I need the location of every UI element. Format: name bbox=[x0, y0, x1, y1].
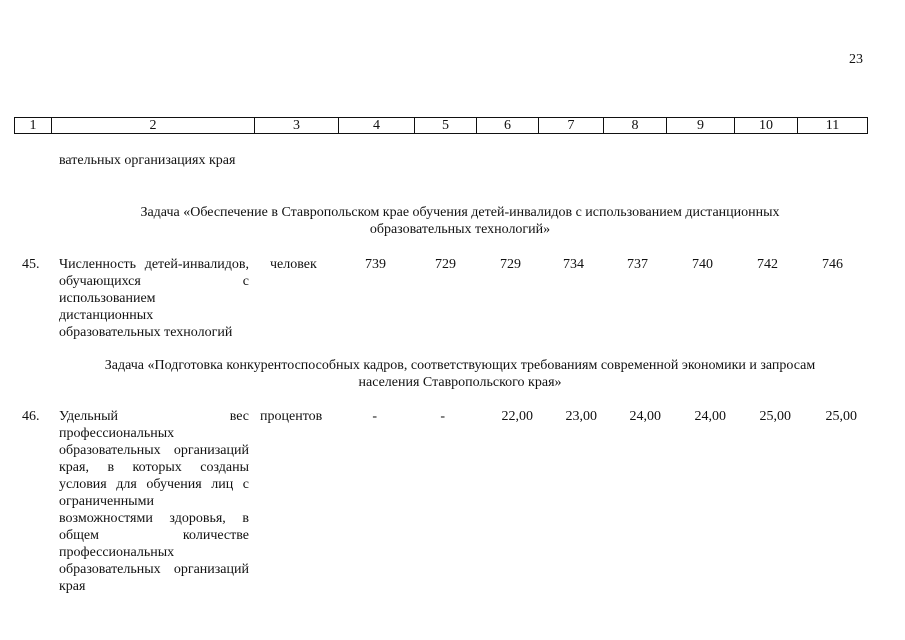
row-46-value-11: 25,00 bbox=[825, 409, 857, 424]
row-45-description: Численность детей-инвалидов, обучающихся с использованием дистанционных образовательных технологий bbox=[59, 257, 249, 340]
row-45-value-6: 729 bbox=[500, 257, 521, 272]
row-46-value-7: 23,00 bbox=[565, 409, 597, 424]
row-46-value-5: - bbox=[440, 409, 445, 424]
col-header-6: 6 bbox=[477, 118, 539, 134]
task-heading-2: Задача «Подготовка конкурентоспособных кадров, соответствующих требованиям современной экономики и запросам населения Ставропольского края» bbox=[104, 358, 816, 390]
task-heading-1: Задача «Обеспечение в Ставропольском крае обучения детей-инвалидов с использованием дистанционных образовательных технологий» bbox=[140, 205, 780, 237]
row-45-value-8: 737 bbox=[627, 257, 648, 272]
page-number: 23 bbox=[849, 52, 863, 67]
col-header-9: 9 bbox=[667, 118, 735, 134]
col-header-4: 4 bbox=[339, 118, 415, 134]
col-header-8: 8 bbox=[604, 118, 667, 134]
col-header-11: 11 bbox=[798, 118, 868, 134]
col-header-5: 5 bbox=[415, 118, 477, 134]
col-header-10: 10 bbox=[735, 118, 798, 134]
row-46-value-10: 25,00 bbox=[759, 409, 791, 424]
row-45-value-10: 742 bbox=[757, 257, 778, 272]
row-46-description: Удельный вес профессиональных образовательных организаций края, в которых созданы условия для обучения лиц с ограниченными возможностями здоровья, в общем количестве профессиональных образовательных организаций края bbox=[59, 409, 249, 594]
row-45-number: 45. bbox=[22, 257, 40, 272]
row-46-unit: процентов bbox=[260, 409, 323, 424]
column-header-row bbox=[14, 117, 868, 134]
row-46-value-9: 24,00 bbox=[694, 409, 726, 424]
continuation-text: вательных организациях края bbox=[59, 153, 236, 168]
col-header-3: 3 bbox=[255, 118, 339, 134]
row-45-value-7: 734 bbox=[563, 257, 584, 272]
col-header-7: 7 bbox=[539, 118, 604, 134]
row-45-value-9: 740 bbox=[692, 257, 713, 272]
row-45-value-5: 729 bbox=[435, 257, 456, 272]
row-46-value-8: 24,00 bbox=[629, 409, 661, 424]
row-45-unit: человек bbox=[270, 257, 317, 272]
col-header-1: 1 bbox=[15, 118, 52, 134]
row-45-value-11: 746 bbox=[822, 257, 843, 272]
row-46-number: 46. bbox=[22, 409, 40, 424]
row-46-value-6: 22,00 bbox=[501, 409, 533, 424]
row-46-value-4: - bbox=[372, 409, 377, 424]
col-header-2: 2 bbox=[52, 118, 255, 134]
row-45-value-4: 739 bbox=[365, 257, 386, 272]
